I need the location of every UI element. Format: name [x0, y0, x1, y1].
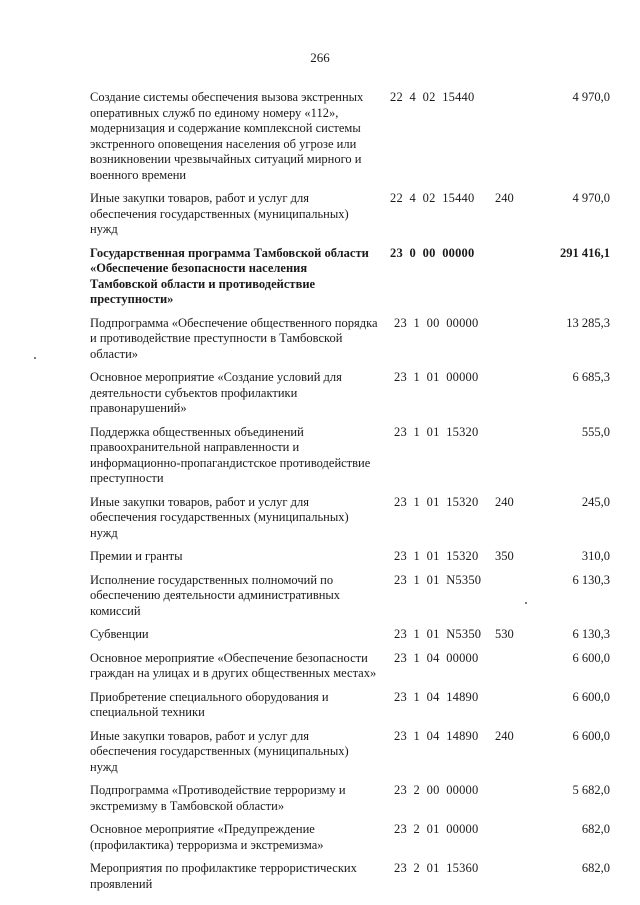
row-code: 23 0 00 00000 — [390, 245, 475, 260]
row-amount: 245,0 — [581, 494, 610, 509]
row-name: Подпрограмма «Противодействие терроризму и экстремизму в Тамбовской области» — [90, 783, 346, 813]
table-row — [90, 690, 610, 721]
row-code: 23 2 01 00000 — [394, 822, 479, 836]
row-code: 23 1 00 00000 — [394, 315, 479, 330]
row-code: 23 2 00 00000 — [394, 783, 479, 797]
row-amount: 6 600,0 — [572, 689, 610, 704]
scan-speck — [525, 602, 527, 604]
row-amount: 6 130,3 — [572, 572, 610, 587]
row-name: Исполнение государственных полномочий по обеспечению деятельности административных комиссий — [90, 572, 341, 618]
row-name: Подпрограмма «Обеспечение общественного порядка и противодействие преступности в Тамбовской области» — [90, 315, 378, 361]
row-expense-type: 240 — [495, 494, 514, 509]
row-amount: 5 682,0 — [572, 783, 610, 797]
row-expense-type: 350 — [495, 549, 514, 563]
table-row — [90, 495, 610, 542]
row-amount: 6 685,3 — [572, 370, 610, 384]
page-number: 266 — [310, 50, 330, 65]
row-code: 23 1 04 00000 — [394, 650, 479, 665]
row-name: Основное мероприятие «Предупреждение (профилактика) терроризма и экстремизма» — [90, 822, 324, 852]
table-row — [90, 783, 610, 814]
row-name: Создание системы обеспечения вызова экстренных оперативных служб по единому номеру «112», модернизация и содержание комплексной системы экстренного оповещения населения об угрозе или возникновении чрезвычайных ситуаций мирного и военного времени — [90, 90, 364, 182]
row-name: Премии и гранты — [90, 549, 183, 563]
row-amount: 6 130,3 — [572, 627, 610, 641]
row-amount: 4 970,0 — [572, 90, 610, 104]
table-row — [90, 822, 610, 853]
row-code: 23 1 01 15320 — [394, 424, 479, 439]
table-row — [90, 729, 610, 776]
table-row — [90, 246, 610, 308]
row-amount: 682,0 — [581, 822, 610, 836]
budget-table — [90, 90, 610, 900]
row-amount: 6 600,0 — [572, 728, 610, 743]
row-code: 22 4 02 15440 — [390, 191, 475, 205]
row-name: Государственная программа Тамбовской области «Обеспечение безопасности населения Тамбовской области и противодействие преступности» — [90, 245, 369, 306]
table-row — [90, 573, 610, 620]
row-amount: 4 970,0 — [572, 191, 610, 205]
row-amount: 291 416,1 — [560, 245, 610, 260]
table-row — [90, 90, 610, 183]
row-amount: 682,0 — [581, 861, 610, 875]
row-amount: 13 285,3 — [566, 315, 610, 330]
row-code: 22 4 02 15440 — [390, 90, 475, 104]
table-row — [90, 651, 610, 682]
table-row — [90, 191, 610, 238]
row-name: Приобретение специального оборудования и специальной техники — [90, 689, 329, 719]
table-row — [90, 861, 610, 892]
table-row — [90, 627, 610, 643]
row-name: Субвенции — [90, 627, 149, 641]
row-code: 23 1 01 15320 — [394, 494, 479, 509]
row-code: 23 1 01 15320 — [394, 549, 479, 563]
row-code: 23 1 01 N5350 — [394, 572, 482, 587]
row-expense-type: 240 — [495, 191, 514, 205]
row-name: Иные закупки товаров, работ и услуг для обеспечения государственных (муниципальных) нужд — [90, 494, 349, 540]
table-row — [90, 549, 610, 565]
row-name: Иные закупки товаров, работ и услуг для обеспечения государственных (муниципальных) нужд — [90, 728, 349, 774]
table-row — [90, 316, 610, 363]
scan-speck — [34, 357, 36, 359]
row-code: 23 1 01 00000 — [394, 370, 479, 384]
row-name: Основное мероприятие «Создание условий для деятельности субъектов профилактики правонарушений» — [90, 370, 342, 415]
row-code: 23 1 04 14890 — [394, 728, 479, 743]
row-name: Иные закупки товаров, работ и услуг для обеспечения государственных (муниципальных) нужд — [90, 191, 349, 236]
table-row — [90, 425, 610, 487]
row-expense-type: 240 — [495, 728, 514, 743]
row-amount: 6 600,0 — [572, 650, 610, 665]
row-name: Основное мероприятие «Обеспечение безопасности граждан на улицах и в других общественных местах» — [90, 650, 377, 680]
row-amount: 310,0 — [581, 549, 610, 563]
row-name: Поддержка общественных объединений правоохранительной направленности и информационно-пропагандистское противодействие преступности — [90, 424, 371, 485]
row-expense-type: 530 — [495, 627, 514, 641]
row-code: 23 1 01 N5350 — [394, 627, 482, 641]
row-name: Мероприятия по профилактике террористических проявлений — [90, 861, 357, 891]
row-code: 23 2 01 15360 — [394, 861, 479, 875]
row-amount: 555,0 — [581, 424, 610, 439]
row-code: 23 1 04 14890 — [394, 689, 479, 704]
table-row — [90, 370, 610, 417]
